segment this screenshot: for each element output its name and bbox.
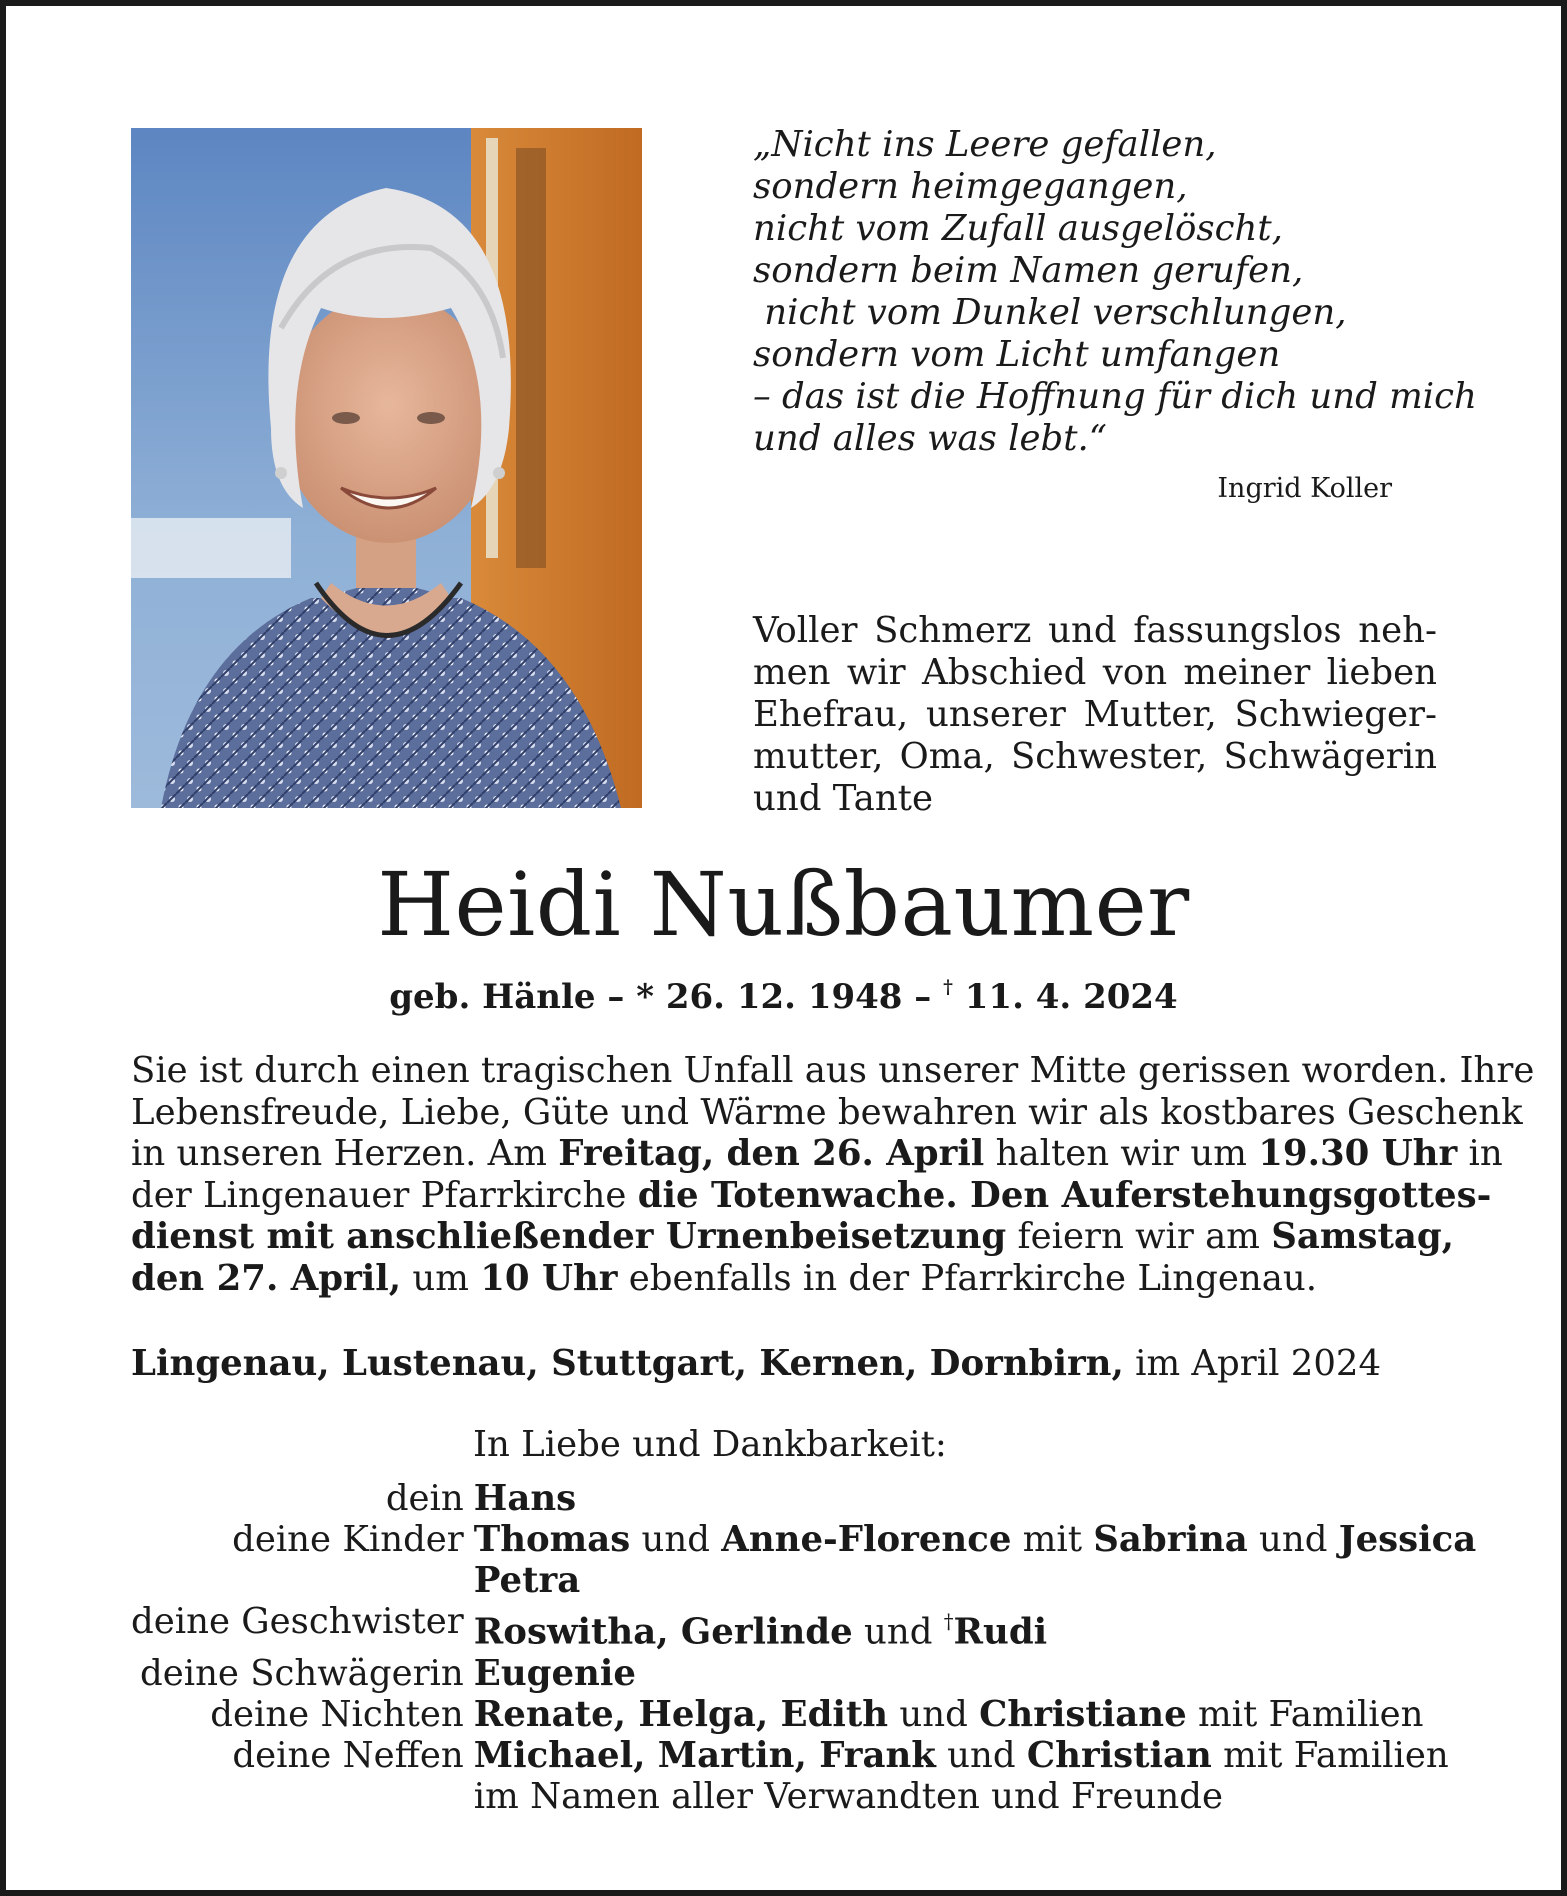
mourner-row: [131, 1601, 1476, 1653]
poem-line: sondern vom Licht umfangen: [753, 334, 1281, 375]
relation-label: deine Kinder: [232, 1519, 464, 1560]
conjunction: und: [630, 1519, 722, 1560]
mourner-name: Christian: [1026, 1734, 1212, 1776]
cross-symbol: †: [943, 976, 953, 998]
deceased-name: Heidi Nußbaumer: [377, 853, 1190, 956]
relation-label: deine Nichten: [210, 1693, 464, 1735]
closing-line: im Namen aller Verwandten und Freunde: [473, 1775, 1223, 1817]
conjunction: und: [935, 1734, 1027, 1776]
mourner-names: [474, 1735, 1476, 1776]
text-line: [131, 1216, 1455, 1258]
conjunction: und: [888, 1693, 980, 1735]
conjunction: mit Familien: [1186, 1693, 1424, 1735]
text-span: ebenfalls in der Pfarrkirche Lingenau.: [617, 1257, 1318, 1299]
mourner-names: [474, 1694, 1476, 1735]
relation-label: deine Neffen: [232, 1734, 464, 1776]
mourner-names: [474, 1478, 1476, 1519]
relation-label: deine Geschwister: [131, 1601, 464, 1642]
places-and-date: [131, 1343, 1381, 1384]
mourner-names: [474, 1601, 1476, 1653]
ceremony-bold: die Totenwache. Den Auferstehungsgottes-: [637, 1174, 1492, 1216]
mourner-name: Hans: [473, 1478, 577, 1519]
text-span: um: [401, 1257, 481, 1299]
poem-line: nicht vom Dunkel verschlungen,: [753, 292, 1347, 333]
portrait-photo: [131, 128, 642, 808]
poem-line: sondern heimgegangen,: [753, 166, 1188, 207]
text-line: Lebensfreude, Liebe, Güte und Wärme bewahren wir als kostbares Geschenk: [131, 1091, 1523, 1133]
mourner-name: Roswitha, Gerlinde: [473, 1611, 853, 1653]
text-line: [131, 1174, 1492, 1217]
mourner-names: [474, 1519, 1476, 1560]
intro-line: Voller Schmerz und fassungslos neh-: [753, 610, 1437, 651]
portrait-illustration: [131, 128, 642, 808]
poem-author: Ingrid Koller: [1217, 473, 1392, 504]
mourner-name: Michael, Martin, Frank: [473, 1734, 936, 1776]
intro-text: [753, 610, 1437, 820]
mourner-name: Sabrina: [1093, 1519, 1248, 1560]
places: Lingenau, Lustenau, Stuttgart, Kernen, Dornbirn,: [131, 1343, 1124, 1384]
poem-line: und alles was lebt.“: [753, 418, 1107, 459]
funeral-day: Samstag,: [1271, 1216, 1455, 1257]
mourner-name: Petra: [473, 1560, 581, 1601]
mourner-row: [131, 1694, 1476, 1735]
text-span: in unseren Herzen. Am: [131, 1133, 559, 1174]
vigil-date: Freitag, den 26. April: [558, 1133, 985, 1174]
intro-line: mutter, Oma, Schwester, Schwägerin: [753, 736, 1437, 777]
relation-label: [131, 1560, 474, 1601]
text-span: feiern wir am: [1006, 1216, 1272, 1257]
relation-label: dein: [385, 1478, 464, 1519]
ceremony-bold: dienst mit anschließender Urnenbeisetzung: [131, 1216, 1007, 1257]
relation-label: deine Schwägerin: [139, 1652, 464, 1694]
text-line: [131, 1133, 1503, 1175]
cross-symbol: †: [943, 1610, 954, 1633]
conjunction: mit: [1011, 1519, 1094, 1560]
thanks-heading: In Liebe und Dankbarkeit:: [473, 1424, 947, 1465]
life-dates-death: 11. 4. 2024: [952, 976, 1178, 1017]
mourner-row: [131, 1478, 1476, 1519]
intro-line: und Tante: [753, 778, 933, 819]
text-span: halten wir um: [984, 1133, 1259, 1174]
conjunction: mit Familien: [1211, 1734, 1449, 1776]
funeral-date: den 27. April,: [131, 1257, 402, 1299]
poem-line: „Nicht ins Leere gefallen,: [753, 124, 1217, 165]
funeral-time: 10 Uhr: [480, 1257, 618, 1299]
poem-line: – das ist die Hoffnung für dich und mich: [753, 376, 1477, 417]
announcement-text: [131, 1050, 1535, 1299]
mourner-row: [131, 1776, 1476, 1817]
conjunction: und: [852, 1611, 944, 1653]
mourner-name: Renate, Helga, Edith: [473, 1693, 889, 1735]
mourner-names: [474, 1653, 1476, 1694]
mourner-row: [131, 1560, 1476, 1601]
text-span: der Lingenauer Pfarrkirche: [131, 1174, 638, 1216]
conjunction: und: [1247, 1519, 1339, 1560]
mourners-list: [131, 1478, 1476, 1817]
mourner-name: Christiane: [979, 1693, 1187, 1735]
text-line: [131, 1258, 1437, 1300]
intro-line: Ehefrau, unserer Mutter, Schwieger-: [753, 694, 1437, 735]
intro-line: men wir Abschied von meiner lieben: [753, 652, 1437, 693]
mourner-name: Thomas: [473, 1519, 631, 1560]
mourner-row: [131, 1735, 1476, 1776]
text-span: in: [1457, 1133, 1503, 1174]
mourner-names: [474, 1560, 1476, 1601]
poem-line: nicht vom Zufall ausgelöscht,: [753, 208, 1283, 249]
life-dates-birth: geb. Hänle – * 26. 12. 1948 –: [389, 976, 944, 1017]
relation-label: [131, 1776, 474, 1817]
mourner-name: Eugenie: [473, 1652, 636, 1694]
text-line: Sie ist durch einen tragischen Unfall aus unserer Mitte gerissen worden. Ihre: [131, 1050, 1535, 1091]
mourner-name: Rudi: [953, 1611, 1048, 1653]
mourner-row: [131, 1653, 1476, 1694]
issue-date: im April 2024: [1123, 1343, 1382, 1384]
poem: [753, 124, 1477, 460]
poem-line: sondern beim Namen gerufen,: [753, 250, 1304, 291]
life-dates: [0, 965, 1567, 1019]
mourner-name: Jessica: [1338, 1519, 1477, 1560]
mourner-name: Anne-Florence: [721, 1519, 1012, 1560]
vigil-time: 19.30 Uhr: [1258, 1133, 1458, 1174]
mourner-row: [131, 1519, 1476, 1560]
